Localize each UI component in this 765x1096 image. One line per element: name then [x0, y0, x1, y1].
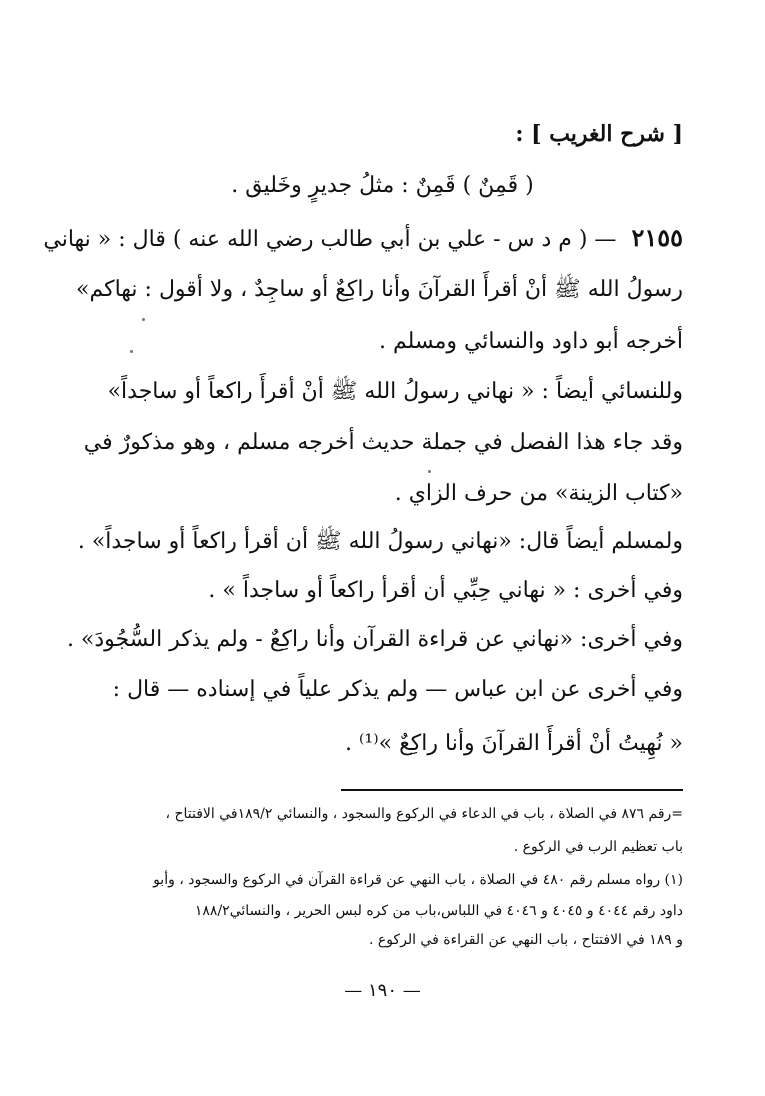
footnote-line: =رقم ٨٧٦ في الصلاة ، باب في الدعاء في الركوع والسجود ، والنسائي ١٨٩/٢في الافتتاح ، — [165, 806, 683, 822]
footnote-line: (١) رواه مسلم رقم ٤٨٠ في الصلاة ، باب النهي عن قراءة القرآن في الركوع والسجود ، وأبو — [153, 872, 683, 888]
scan-speck — [142, 318, 145, 321]
source-line: أخرجه أبو داود والنسائي ومسلم . — [379, 329, 683, 354]
scan-speck — [130, 350, 133, 353]
note-line-continued: «كتاب الزينة» من حرف الزاي . — [394, 481, 683, 506]
hadith-opening-line — [43, 222, 683, 256]
note-line: وقد جاء هذا الفصل في جملة حديث أخرجه مسلم ، وهو مذكورٌ في — [83, 430, 683, 455]
ibn-abbas-line: وفي أخرى عن ابن عباس — ولم يذكر علياً في إسناده — قال : — [112, 677, 683, 702]
other-variant-line: وفي أخرى : « نهاني حِبِّي أن أقرأ راكعاً أو ساجداً » . — [208, 578, 683, 603]
nasai-variant-line: وللنسائي أيضاً : « نهاني رسولُ الله ﷺ أنْ أقرأَ راكعاً أو ساجداً» — [107, 379, 683, 404]
footnote-line: داود رقم ٤٠٤٤ و ٤٠٤٥ و ٤٠٤٦ في اللباس،باب من كره لبس الحرير ، والنسائي١٨٨/٢ — [194, 903, 683, 919]
footnote-line: باب تعظيم الرب في الركوع . — [513, 839, 683, 855]
footnote-line: و ١٨٩ في الافتتاح ، باب النهي عن القراءة في الركوع . — [368, 932, 683, 948]
gloss-line: ( قَمِنٌ ) قَمِنٌ : مثلُ جديرٍ وخَليق . — [231, 173, 534, 198]
hadith-opening-text: — ( م د س - علي بن أبي طالب رضي الله عنه ) قال : « نهاني — [43, 227, 617, 252]
hadith-number: ٢١٥٥ — [631, 223, 683, 252]
scan-speck — [428, 470, 431, 473]
ibn-abbas-quote-line: « نُهِيتُ أنْ أقرأَ القرآنَ وأنا راكِعٌ »⁽¹⁾ . — [345, 731, 683, 756]
muslim-variant-line: ولمسلم أيضاً قال: «نهاني رسولُ الله ﷺ أن أقرأ راكعاً أو ساجداً» . — [77, 529, 683, 554]
hadith-text-line: رسولُ الله ﷺ أنْ أقرأَ القرآنَ وأنا راكِعٌ أو ساجِدٌ ، ولا أقول : نهاكم» — [76, 277, 683, 302]
page-number: — ١٩٠ — — [344, 980, 421, 1001]
other-variant-line-2: وفي أخرى: «نهاني عن قراءة القرآن وأنا راكِعٌ - ولم يذكر السُّجُودَ» . — [66, 627, 683, 652]
footnote-divider — [341, 789, 683, 791]
section-title: [ شرح الغريب ] : — [515, 121, 683, 147]
